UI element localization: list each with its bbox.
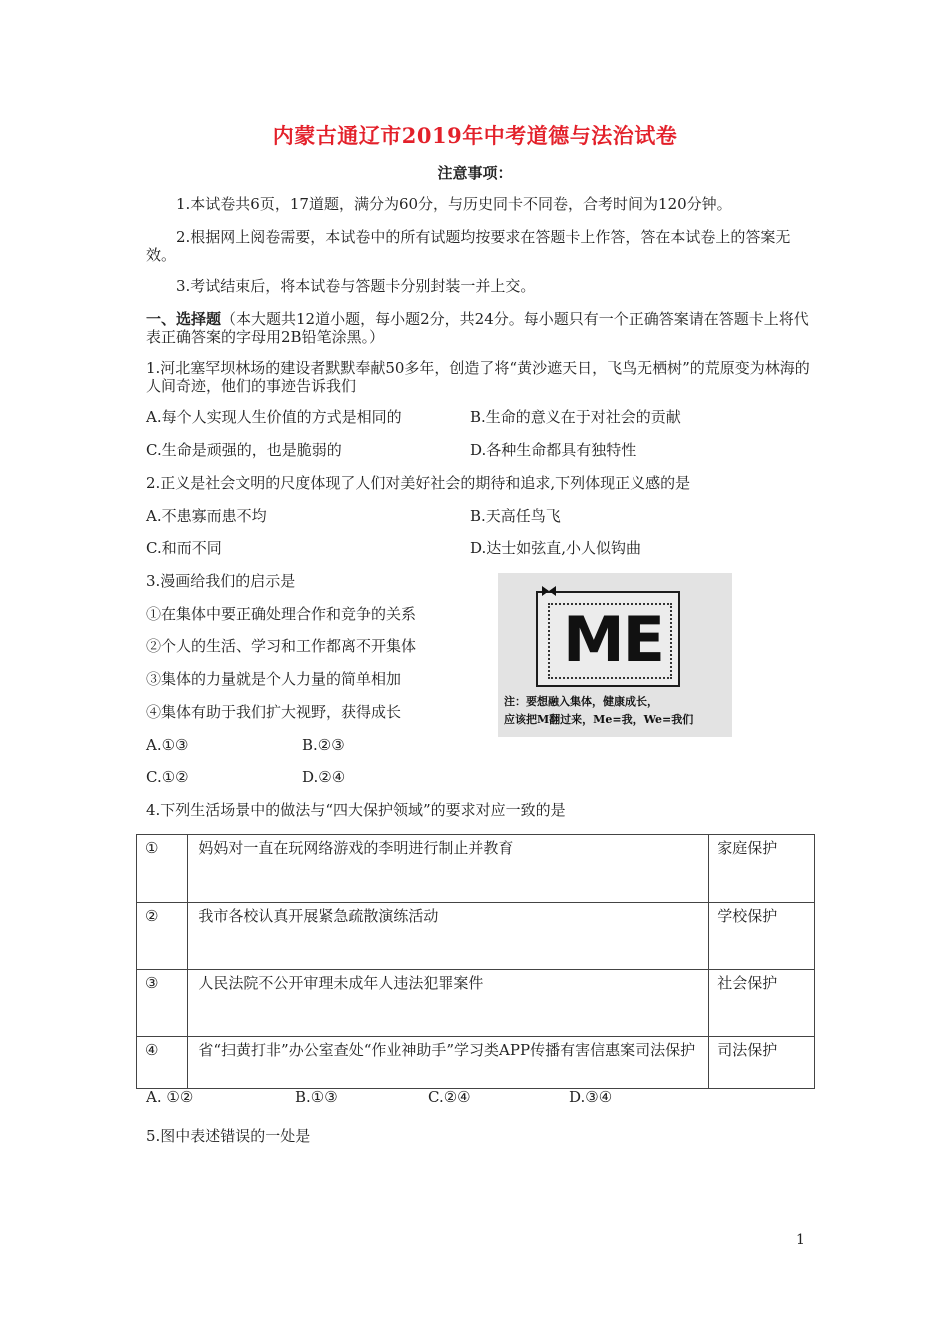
q1-option-d: D.各种生命都具有独特性: [470, 441, 637, 459]
q3-statement-1: ①在集体中要正确处理合作和竞争的关系: [146, 605, 417, 623]
q3-stem: 3.漫画给我们的启示是: [146, 572, 296, 590]
cartoon-note: [504, 693, 730, 729]
q3-option-c: C.①②: [146, 768, 189, 786]
q2-stem: 2.正义是社会文明的尺度体现了人们对美好社会的期待和追求,下列体现正义感的是: [146, 474, 691, 492]
q3-cartoon-image: [498, 573, 732, 737]
q3-statement-3: ③集体的力量就是个人力量的简单相加: [146, 670, 402, 688]
section-1-heading: 一、选择题: [146, 310, 222, 328]
table-cell-tag: 社会保护: [709, 970, 815, 1037]
q2-option-d: D.达士如弦直,小人似钩曲: [470, 539, 642, 557]
q2-option-b: B.天高任鸟飞: [470, 507, 561, 525]
q3-statement-2: ②个人的生活、学习和工作都离不开集体: [146, 637, 417, 655]
q1-option-c: C.生命是顽强的，也是脆弱的: [146, 441, 342, 459]
q3-option-b: B.②③: [302, 736, 345, 754]
q2-option-a: A.不患寡而患不均: [146, 507, 267, 525]
bow-icon: [540, 585, 558, 600]
q4-table: [136, 834, 815, 1089]
q4-option-b: B.①③: [295, 1088, 338, 1106]
table-cell-desc: 妈妈对一直在玩网络游戏的李明进行制止并教育: [188, 835, 709, 903]
exam-title: 内蒙古通辽市2019年中考道德与法治试卷: [272, 123, 678, 148]
q1-stem: 1.河北塞罕坝林场的建设者默默奉献50多年，创造了将“黄沙遮天日，飞鸟无栖树”的荒原变为林海的人间奇迹，他们的事迹告诉我们: [146, 359, 810, 395]
table-cell-tag: 家庭保护: [709, 835, 815, 903]
cartoon-note-line-2: 应该把M翻过来，Me=我，We=我们: [504, 713, 694, 726]
cartoon-frame: [536, 591, 680, 687]
table-row: [137, 903, 815, 970]
section-1-desc: （本大题共12道小题，每小题2分，共24分。每小题只有一个正确答案请在答题卡上将代表正确答案的字母用2B铅笔涂黑。）: [146, 310, 809, 346]
notice-item-2: 2.根据网上阅卷需要，本试卷中的所有试题均按要求在答题卡上作答，答在本试卷上的答案无效。: [146, 228, 791, 264]
table-cell-desc: 省“扫黄打非”办公室查处“作业神助手”学习类APP传播有害信惠案司法保护: [188, 1037, 709, 1089]
table-cell-num: ④: [137, 1037, 188, 1089]
table-row: [137, 835, 815, 903]
q3-statement-4: ④集体有助于我们扩大视野，获得成长: [146, 703, 402, 721]
q5-stem: 5.图中表述错误的一处是: [146, 1127, 311, 1145]
q4-stem: 4.下列生活场景中的做法与“四大保护领域”的要求对应一致的是: [146, 801, 566, 819]
notice-heading: 注意事项：: [437, 164, 513, 182]
section-1: [146, 310, 812, 346]
q4-option-d: D.③④: [569, 1088, 613, 1106]
table-cell-num: ③: [137, 970, 188, 1037]
table-cell-num: ①: [137, 835, 188, 903]
table-cell-tag: 司法保护: [709, 1037, 815, 1089]
q3-option-a: A.①③: [146, 736, 189, 754]
q1-option-a: A.每个人实现人生价值的方式是相同的: [146, 408, 402, 426]
table-cell-tag: 学校保护: [709, 903, 815, 970]
q1-option-b: B.生命的意义在于对社会的贡献: [470, 408, 681, 426]
table-row: [137, 970, 815, 1037]
table-cell-desc: 我市各校认真开展紧急疏散演练活动: [188, 903, 709, 970]
cartoon-me-letters: ME: [562, 603, 664, 676]
notice-item-3: 3.考试结束后，将本试卷与答题卡分别封装一并上交。: [176, 277, 536, 295]
q2-option-c: C.和而不同: [146, 539, 222, 557]
q4-option-a: A. ①②: [146, 1088, 194, 1106]
q3-option-d: D.②④: [302, 768, 346, 786]
table-cell-desc: 人民法院不公开审理未成年人违法犯罪案件: [188, 970, 709, 1037]
notice-item-1: 1.本试卷共6页，17道题，满分为60分，与历史同卡不同卷，合考时间为120分钟。: [176, 195, 732, 213]
page-number: 1: [796, 1232, 805, 1248]
table-cell-num: ②: [137, 903, 188, 970]
q4-option-c: C.②④: [428, 1088, 471, 1106]
table-row: [137, 1037, 815, 1089]
cartoon-note-line-1: 注：要想融入集体，健康成长，: [504, 695, 658, 708]
